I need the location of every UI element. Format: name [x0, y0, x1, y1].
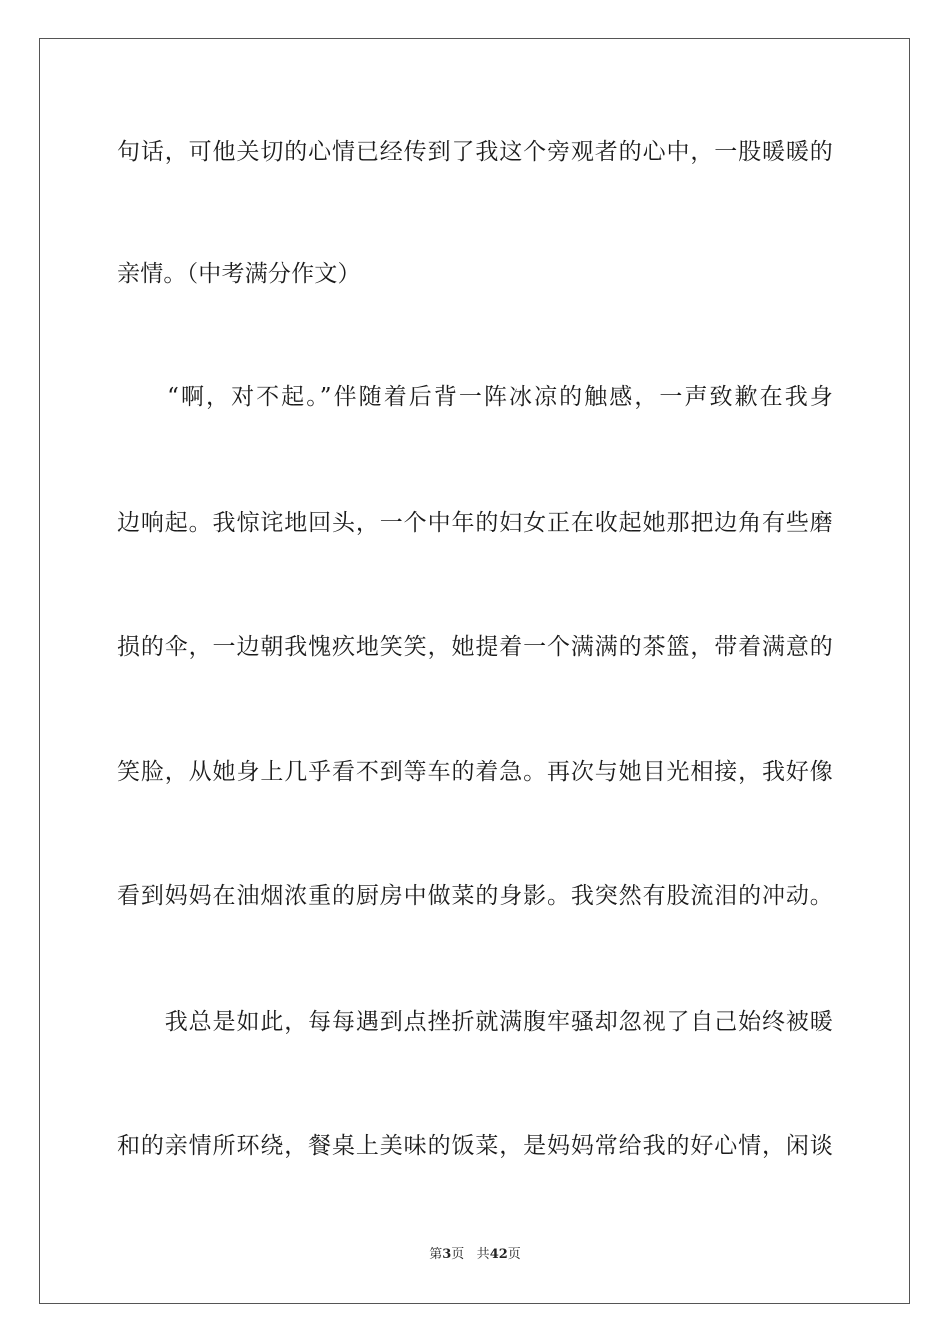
text-line: 边响起。我惊诧地回头，一个中年的妇女正在收起她那把边角有些磨 — [117, 510, 833, 536]
page-suffix: 页 — [451, 1247, 465, 1262]
text-line: 笑脸，从她身上几乎看不到等车的着急。再次与她目光相接，我好像 — [117, 759, 833, 785]
page-footer — [0, 1246, 950, 1264]
page-border — [39, 38, 910, 1304]
page-number: 3 — [442, 1247, 452, 1262]
text-line: 亲情。（中考满分作文） — [117, 261, 361, 287]
text-line: 我总是如此，每每遇到点挫折就满腹牢骚却忽视了自己始终被暖 — [117, 1009, 833, 1035]
text-line: 和的亲情所环绕，餐桌上美味的饭菜，是妈妈常给我的好心情，闲谈 — [117, 1133, 833, 1159]
total-prefix: 共 — [476, 1247, 490, 1262]
page-prefix: 第 — [429, 1247, 443, 1262]
text-line: 句话，可他关切的心情已经传到了我这个旁观者的心中，一股暖暖的 — [117, 139, 833, 165]
text-line: “啊，对不起。”伴随着后背一阵冰凉的触感，一声致歉在我身 — [117, 384, 833, 410]
total-pages: 42 — [489, 1247, 508, 1262]
text-line: 损的伞，一边朝我愧疚地笑笑，她提着一个满满的茶篮，带着满意的 — [117, 634, 833, 660]
total-suffix: 页 — [507, 1247, 521, 1262]
text-line: 看到妈妈在油烟浓重的厨房中做菜的身影。我突然有股流泪的冲动。 — [117, 883, 833, 909]
